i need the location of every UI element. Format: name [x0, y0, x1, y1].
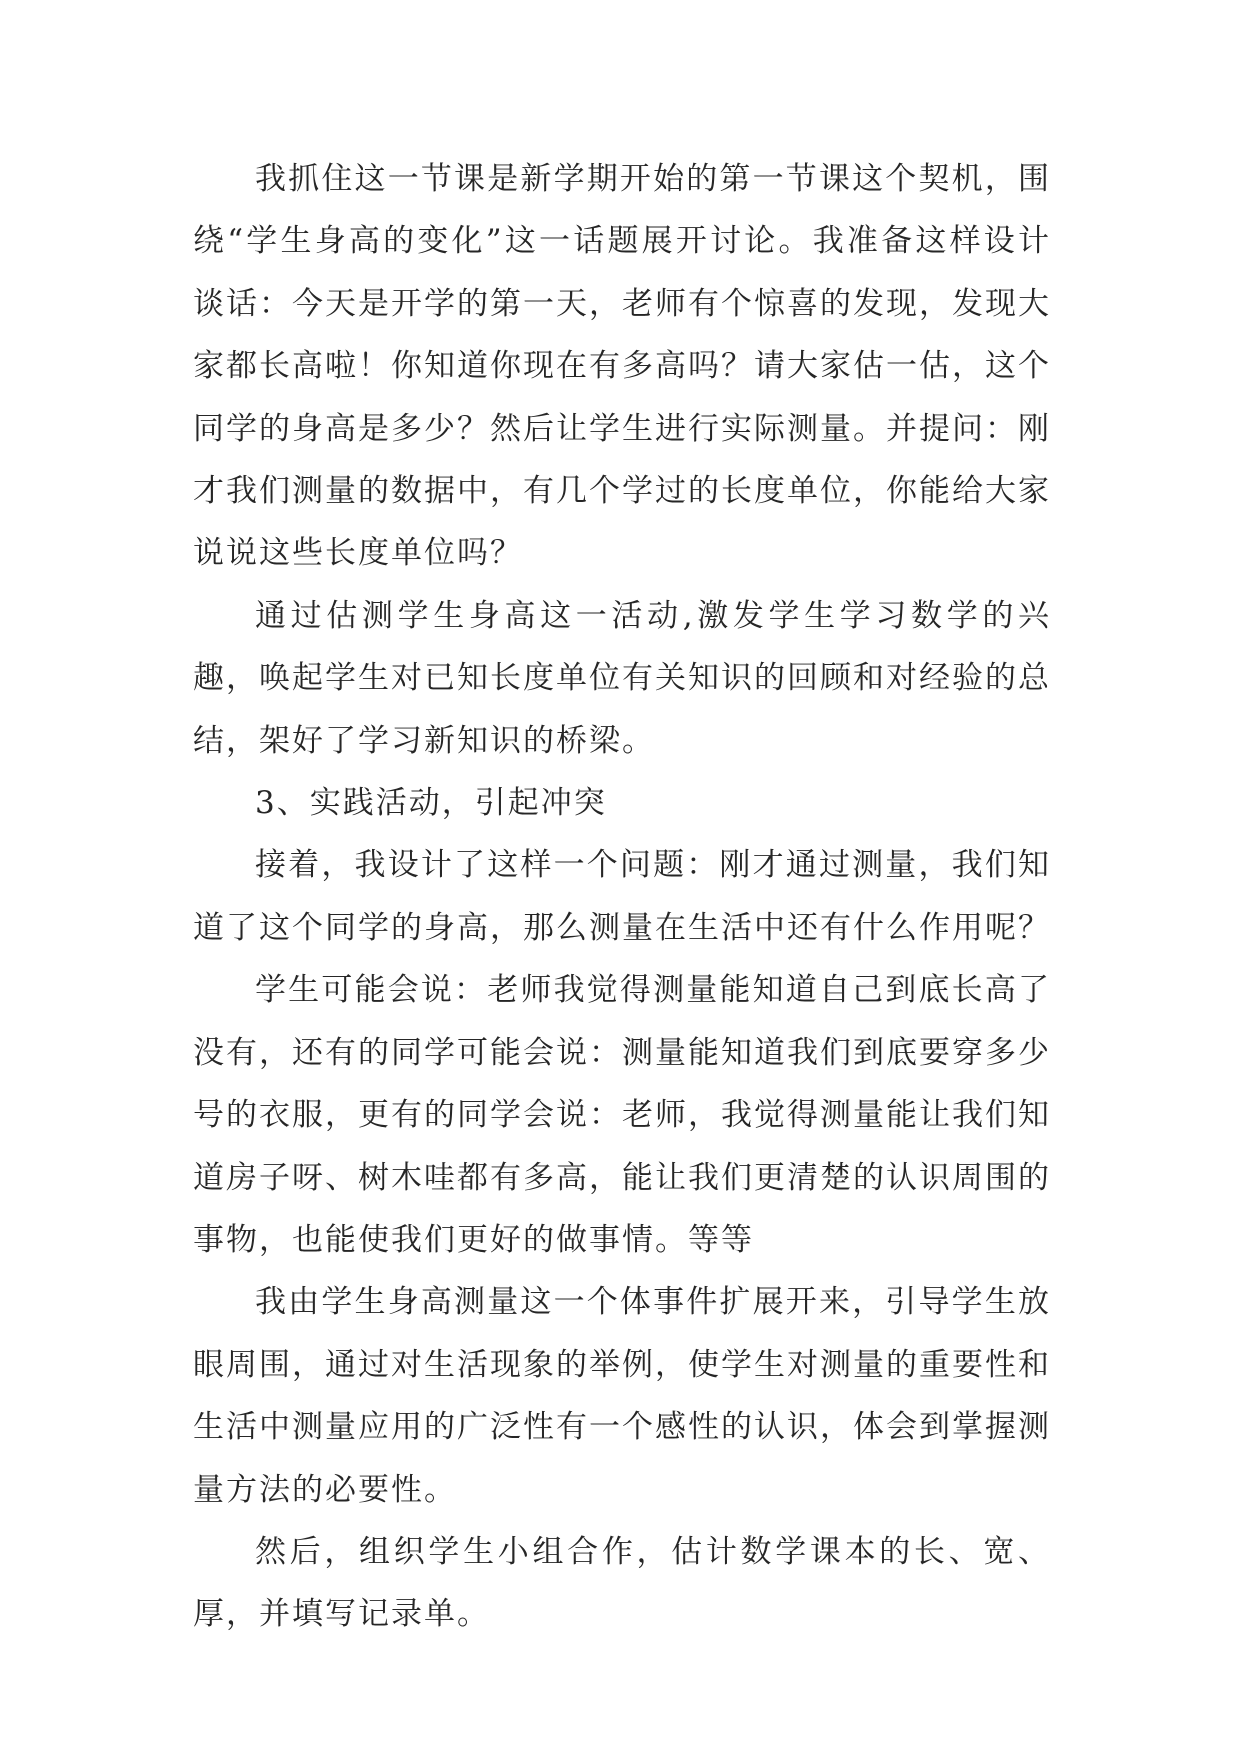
paragraph-question: 接着，我设计了这样一个问题：刚才通过测量，我们知道了这个同学的身高，那么测量在生活中还有什么作用呢？ [193, 847, 1051, 946]
paragraph-student-answers: 学生可能会说：老师我觉得测量能知道自己到底长高了没有，还有的同学可能会说：测量能知道我们到底要穿多少号的衣服，更有的同学会说：老师，我觉得测量能让我们知道房子呀、树木哇都有多高，能让我们更清楚的认识周围的事物，也能使我们更好的做事情。等等 [193, 972, 1051, 1258]
paragraph-group-work: 然后，组织学生小组合作，估计数学课本的长、宽、厚，并填写记录单。 [193, 1533, 1051, 1633]
paragraph-reflection: 我由学生身高测量这一个体事件扩展开来，引导学生放眼周围，通过对生活现象的举例，使学生对测量的重要性和生活中测量应用的广泛性有一个感性的认识，体会到掌握测量方法的必要性。 [193, 1284, 1051, 1508]
section-heading: 3、实践活动，引起冲突 [255, 785, 607, 822]
document-page [193, 148, 1051, 1646]
paragraph-activity-purpose: 通过估测学生身高这一活动,激发学生学习数学的兴趣，唤起学生对已知长度单位有关知识的回顾和对经验的总结，架好了学习新知识的桥梁。 [193, 597, 1051, 759]
paragraph-lesson-opening: 我抓住这一节课是新学期开始的第一节课这个契机，围绕“学生身高的变化”这一话题展开讨论。我准备这样设计谈话：今天是开学的第一天，老师有个惊喜的发现，发现大家都长高啦！你知道你现在有多高吗？请大家估一估，这个同学的身高是多少？然后让学生进行实际测量。并提问：刚才我们测量的数据中，有几个学过的长度单位，你能给大家说说这些长度单位吗？ [193, 161, 1051, 572]
